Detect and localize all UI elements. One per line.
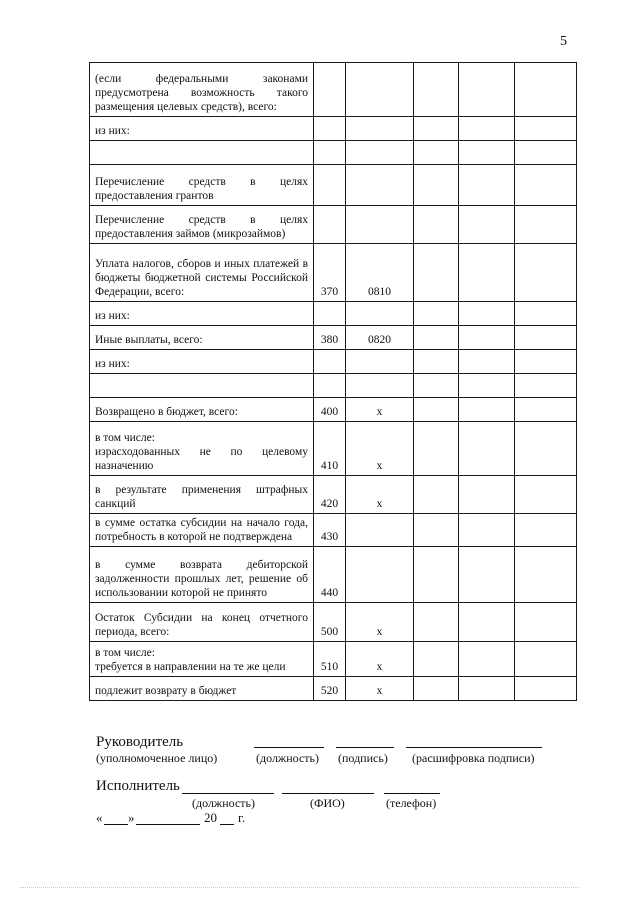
head-decoding-label: (расшифровка подписи) [412, 751, 535, 765]
executor-position-label: (должность) [192, 796, 255, 810]
row-value-cell [414, 63, 459, 117]
head-signature-label: (подпись) [338, 751, 388, 765]
row-budget-code: 0810 [346, 244, 414, 302]
row-value-cell [515, 422, 577, 476]
row-description [90, 374, 314, 398]
date-open-quote: « [96, 810, 103, 825]
table-row [90, 547, 577, 603]
head-position-label: (должность) [256, 751, 319, 765]
row-description: в сумме возврата дебиторской задолженности прошлых лет, решение об использовании которой не принято [90, 547, 314, 603]
row-budget-code: 0820 [346, 326, 414, 350]
row-value-cell [515, 141, 577, 165]
date-close-quote: » [128, 810, 135, 825]
row-value-cell [414, 206, 459, 244]
row-value-cell [414, 302, 459, 326]
date-day-line[interactable] [104, 824, 128, 825]
row-budget-code [346, 63, 414, 117]
row-value-cell [515, 642, 577, 677]
table-row [90, 302, 577, 326]
row-line-code: 410 [314, 422, 346, 476]
row-line-code [314, 165, 346, 206]
row-budget-code: x [346, 603, 414, 642]
row-value-cell [515, 603, 577, 642]
row-budget-code [346, 117, 414, 141]
report-table-body [90, 63, 577, 701]
date-year-suffix: г. [238, 810, 246, 825]
executor-fio-label: (ФИО) [310, 796, 345, 810]
row-description: Перечисление средств в целях предоставления займов (микрозаймов) [90, 206, 314, 244]
row-value-cell [414, 141, 459, 165]
row-description: в результате применения штрафных санкций [90, 476, 314, 514]
row-budget-code [346, 350, 414, 374]
row-budget-code: x [346, 476, 414, 514]
table-row [90, 206, 577, 244]
row-value-cell [414, 514, 459, 547]
head-signature-line[interactable] [336, 747, 394, 748]
row-value-cell [414, 603, 459, 642]
row-budget-code [346, 141, 414, 165]
row-value-cell [459, 398, 515, 422]
row-value-cell [459, 603, 515, 642]
row-value-cell [414, 350, 459, 374]
executor-title: Исполнитель [96, 778, 180, 794]
row-value-cell [459, 326, 515, 350]
table-row [90, 422, 577, 476]
row-value-cell [414, 374, 459, 398]
row-value-cell [515, 476, 577, 514]
head-decoding-line[interactable] [406, 747, 542, 748]
row-line-code [314, 63, 346, 117]
row-line-code: 440 [314, 547, 346, 603]
row-description: Перечисление средств в целях предоставления грантов [90, 165, 314, 206]
row-value-cell [414, 476, 459, 514]
row-value-cell [515, 326, 577, 350]
row-line-code [314, 302, 346, 326]
table-row [90, 514, 577, 547]
row-value-cell [515, 514, 577, 547]
row-line-code: 510 [314, 642, 346, 677]
date-year-prefix: 20 [204, 810, 217, 825]
row-value-cell [515, 244, 577, 302]
table-row [90, 603, 577, 642]
table-row [90, 326, 577, 350]
row-value-cell [459, 165, 515, 206]
row-description: в сумме остатка субсидии на начало года, потребность в которой не подтверждена [90, 514, 314, 547]
table-row [90, 63, 577, 117]
head-title: Руководитель [96, 734, 184, 750]
row-value-cell [414, 244, 459, 302]
executor-phone-label: (телефон) [386, 796, 437, 810]
row-value-cell [414, 422, 459, 476]
row-value-cell [459, 476, 515, 514]
row-value-cell [459, 206, 515, 244]
row-budget-code [346, 374, 414, 398]
row-description: (если федеральными законами предусмотрена возможность такого размещения целевых средств), всего: [90, 63, 314, 117]
row-description: подлежит возврату в бюджет [90, 677, 314, 701]
row-line-code: 420 [314, 476, 346, 514]
row-budget-code: x [346, 642, 414, 677]
table-row [90, 398, 577, 422]
table-row [90, 165, 577, 206]
row-value-cell [515, 374, 577, 398]
row-value-cell [515, 63, 577, 117]
row-value-cell [515, 302, 577, 326]
table-row [90, 642, 577, 677]
row-description: Иные выплаты, всего: [90, 326, 314, 350]
date-month-line[interactable] [136, 824, 200, 825]
row-value-cell [414, 642, 459, 677]
scan-edge-artifact [20, 886, 580, 888]
row-budget-code [346, 514, 414, 547]
row-line-code [314, 350, 346, 374]
row-line-code [314, 141, 346, 165]
row-value-cell [459, 141, 515, 165]
row-value-cell [515, 350, 577, 374]
table-row [90, 374, 577, 398]
row-value-cell [459, 117, 515, 141]
table-row [90, 141, 577, 165]
table-row [90, 677, 577, 701]
row-description: в том числе: требуется в направлении на те же цели [90, 642, 314, 677]
row-value-cell [459, 642, 515, 677]
row-line-code: 380 [314, 326, 346, 350]
row-description: Уплата налогов, сборов и иных платежей в бюджеты бюджетной системы Российской Федерации, всего: [90, 244, 314, 302]
row-line-code [314, 117, 346, 141]
table-row [90, 476, 577, 514]
report-table [89, 62, 577, 701]
date-year-line[interactable] [220, 824, 234, 825]
executor-position-line[interactable] [182, 793, 274, 794]
row-line-code: 430 [314, 514, 346, 547]
row-value-cell [459, 677, 515, 701]
row-value-cell [459, 422, 515, 476]
row-value-cell [414, 398, 459, 422]
row-line-code [314, 374, 346, 398]
row-description: из них: [90, 302, 314, 326]
row-line-code: 520 [314, 677, 346, 701]
executor-phone-line[interactable] [384, 793, 440, 794]
head-position-line[interactable] [254, 747, 324, 748]
row-value-cell [459, 514, 515, 547]
row-value-cell [515, 398, 577, 422]
row-value-cell [515, 677, 577, 701]
row-value-cell [515, 117, 577, 141]
row-budget-code [346, 302, 414, 326]
row-budget-code: x [346, 398, 414, 422]
row-description: в том числе: израсходованных не по целевому назначению [90, 422, 314, 476]
row-value-cell [459, 302, 515, 326]
row-line-code: 400 [314, 398, 346, 422]
row-value-cell [459, 244, 515, 302]
head-subtitle: (уполномоченное лицо) [96, 751, 218, 765]
row-value-cell [459, 350, 515, 374]
row-budget-code: x [346, 422, 414, 476]
row-line-code: 500 [314, 603, 346, 642]
page-number: 5 [560, 34, 567, 49]
row-value-cell [414, 677, 459, 701]
row-value-cell [414, 326, 459, 350]
row-line-code: 370 [314, 244, 346, 302]
row-value-cell [414, 117, 459, 141]
table-row [90, 244, 577, 302]
row-description: из них: [90, 117, 314, 141]
row-value-cell [515, 206, 577, 244]
row-budget-code [346, 547, 414, 603]
row-value-cell [459, 547, 515, 603]
row-budget-code: x [346, 677, 414, 701]
executor-fio-line[interactable] [282, 793, 374, 794]
row-value-cell [459, 63, 515, 117]
row-value-cell [515, 547, 577, 603]
row-value-cell [515, 165, 577, 206]
row-description: из них: [90, 350, 314, 374]
row-line-code [314, 206, 346, 244]
row-description [90, 141, 314, 165]
table-row [90, 350, 577, 374]
table-row [90, 117, 577, 141]
row-value-cell [414, 547, 459, 603]
row-description: Возвращено в бюджет, всего: [90, 398, 314, 422]
row-budget-code [346, 206, 414, 244]
row-value-cell [414, 165, 459, 206]
row-description: Остаток Субсидии на конец отчетного периода, всего: [90, 603, 314, 642]
row-budget-code [346, 165, 414, 206]
row-value-cell [459, 374, 515, 398]
